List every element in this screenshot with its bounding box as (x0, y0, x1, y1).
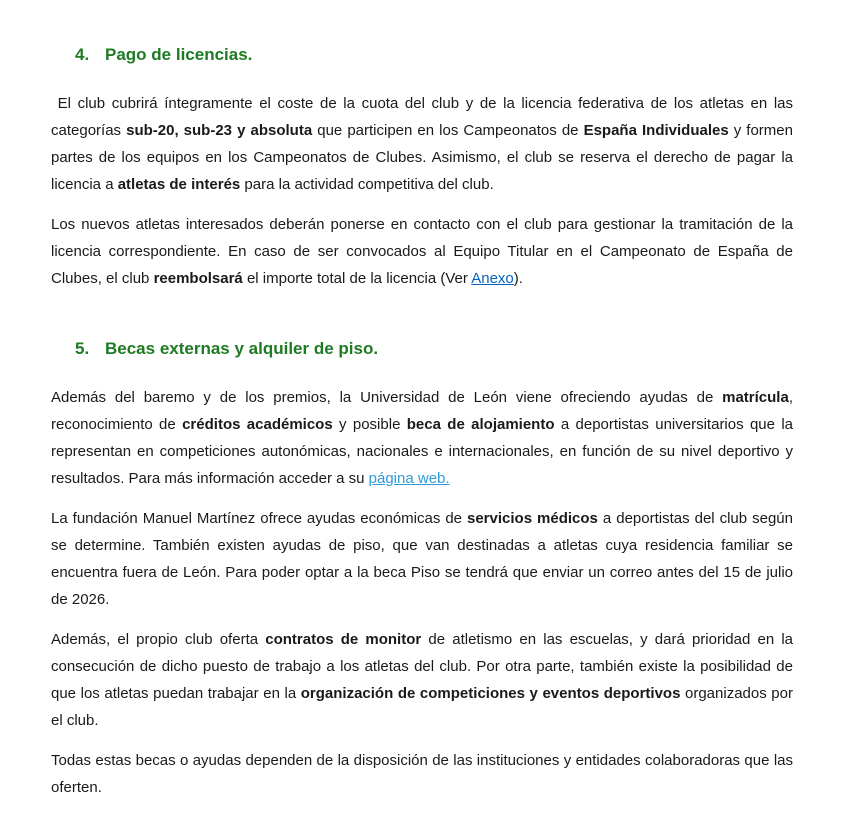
body-text: que participen en los Campeonatos de (312, 122, 584, 139)
bold-text: matrícula (722, 389, 789, 406)
anexo-link[interactable]: Anexo (471, 270, 514, 287)
section-heading (75, 338, 793, 360)
body-text: de atletismo en las escuelas, y dará prioridad en la consecución de dicho puesto de trabajo a los atletas del club. Por otra parte, también existe la posibilidad de que los atletas puedan trabajar en la (51, 631, 794, 702)
bold-text: beca de alojamiento (406, 416, 555, 433)
body-text: Los nuevos atletas interesados deberán ponerse en contacto con el club para gestionar la tramitación de la licencia correspondiente. En caso de ser convocados al Equipo Titular en el Campeonato de España de Clubes, el club (51, 216, 793, 287)
body-text: el importe total de la licencia (Ver (242, 270, 472, 287)
paragraph (51, 90, 793, 198)
paragraph (51, 626, 793, 734)
body-text: y posible (332, 416, 407, 433)
body-text: y formen partes de los equipos en los Campeonatos de Clubes. Asimismo, el club se reserva el derecho de pagar la licencia a (51, 122, 793, 193)
section-number: 5. (75, 339, 90, 358)
section-title: Pago de licencias. (105, 45, 253, 64)
body-text: La fundación Manuel Martínez ofrece ayudas económicas de (51, 510, 467, 527)
pagina-web-link[interactable]: página web. (368, 470, 450, 487)
bold-text: sub-20, sub-23 y absoluta (126, 122, 313, 139)
bold-text: contratos de monitor (265, 631, 422, 648)
body-text: a deportistas del club según se determine. También existen ayudas de piso, que van destinadas a atletas cuya residencia familiar se encuentra fuera de León. Para poder optar a la beca Piso se tendrá que enviar un correo antes del 15 de julio de 2026. (51, 510, 793, 608)
body-text: Además, el propio club oferta (51, 631, 266, 648)
body-text: , reconocimiento de (51, 389, 793, 433)
bold-text: España Individuales (583, 122, 729, 139)
bold-text: reembolsará (153, 270, 243, 287)
body-text: Además del baremo y de los premios, la Universidad de León viene ofreciendo ayudas de (51, 389, 723, 406)
body-text: organizados por el club. (51, 685, 793, 729)
body-text: para la actividad competitiva del club. (240, 176, 494, 193)
paragraph (51, 211, 793, 292)
paragraph (51, 384, 793, 492)
body-text: Todas estas becas o ayudas dependen de la disposición de las instituciones y entidades colaboradoras que las oferten. (51, 752, 793, 796)
paragraph (51, 505, 793, 613)
bold-text: atletas de interés (117, 176, 241, 193)
body-text: ). (513, 270, 523, 287)
body-text: a deportistas universitarios que la representan en competiciones autonómicas, nacionales e internacionales, en función de su nivel deportivo y resultados. Para más información acceder a su (51, 416, 793, 487)
section-number: 4. (75, 45, 90, 64)
section-title: Becas externas y alquiler de piso. (105, 339, 379, 358)
section-heading (75, 44, 793, 66)
bold-text: créditos académicos (182, 416, 333, 433)
paragraph (51, 747, 793, 801)
body-text: El club cubrirá íntegramente el coste de la cuota del club y de la licencia federativa de los atletas en las categorías (51, 95, 793, 139)
bold-text: servicios médicos (467, 510, 598, 527)
bold-text: organización de competiciones y eventos deportivos (300, 685, 681, 702)
